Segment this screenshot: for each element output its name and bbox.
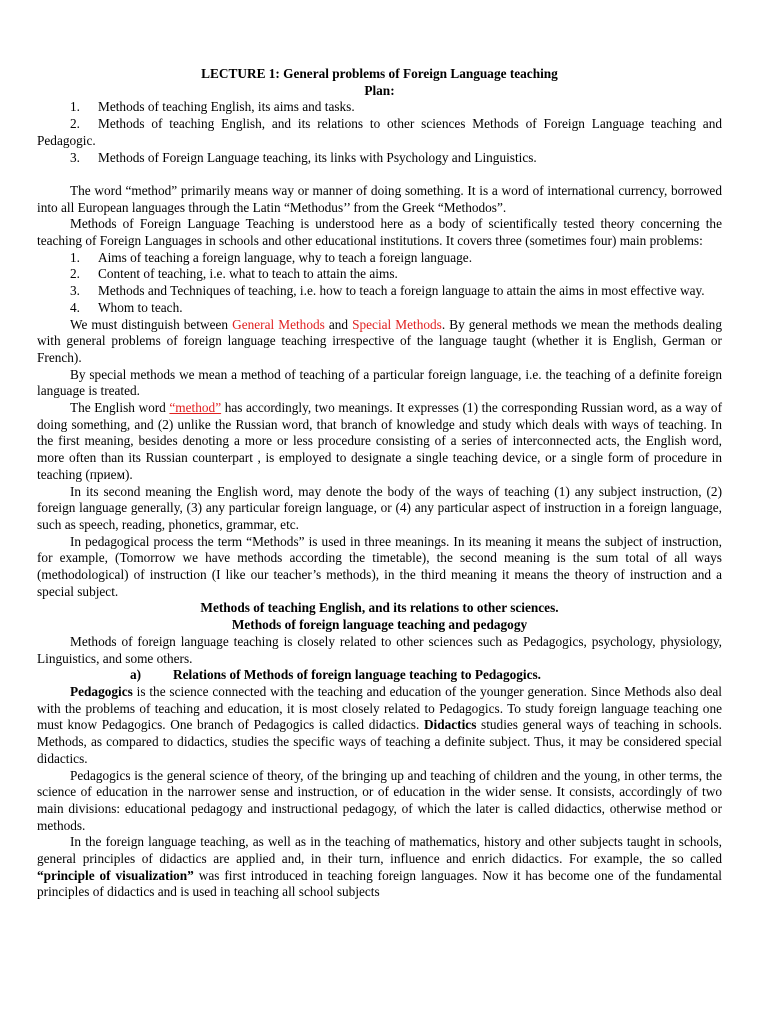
problem-item-3 <box>37 283 722 300</box>
didactics-term: Didactics <box>423 717 477 733</box>
plan-item-text: Methods of Foreign Language teaching, its links with Psychology and Linguistics. <box>98 149 537 165</box>
problem-number: 3. <box>70 283 80 299</box>
spacer <box>37 166 722 183</box>
problem-number: 4. <box>70 299 80 315</box>
paragraph-pedagogical-process: In pedagogical process the term “Methods” is used in three meanings. In its meaning it means the subject of instruction, for example, (Tomorrow we have methods according the timetable), the second meaning is the sum total of all ways (methodological) of instruction (I like our teacher’s methods), in the third meaning it means the theory of instruction and a special subject. <box>37 533 722 599</box>
problem-number: 1. <box>70 249 80 265</box>
problem-item-2 <box>37 266 722 283</box>
plan-item-2 <box>37 116 722 149</box>
plan-item-number: 2. <box>70 116 80 132</box>
lecture-title: LECTURE 1: General problems of Foreign Language teaching <box>201 66 558 81</box>
problem-item-4 <box>37 300 722 317</box>
plan-item-1 <box>37 99 722 116</box>
problem-text: Methods and Techniques of teaching, i.e. how to teach a foreign language to attain the aims in most effective way. <box>98 283 705 299</box>
subheading-letter: a) <box>130 667 142 683</box>
paragraph-related-sciences: Methods of foreign language teaching is closely related to other sciences such as Pedagogics, psychology, physiology, Linguistics, and some others. <box>37 633 722 666</box>
paragraph-second-meaning: In its second meaning the English word, may denote the body of the ways of teaching (1) any subject instruction, (2) foreign language generally, (3) any particular foreign language, or (4) any particular aspect of instruction in a foreign language, such as speech, reading, phonetics, grammar, etc. <box>37 483 722 532</box>
section-heading-relations: Methods of teaching English, and its relations to other sciences. <box>200 600 559 616</box>
subheading-text: Relations of Methods of foreign language teaching to Pedagogics. <box>173 667 541 683</box>
text-run: studies general ways of teaching in schools. Methods, as compared to didactics, studies the specific ways of teaching a definite subject. Thus, it may be considered special didactics. <box>37 717 722 766</box>
plan-item-number: 3. <box>70 149 80 165</box>
paragraph-pedagogics <box>37 684 722 768</box>
paragraph-special-methods: By special methods we mean a method of teaching of a particular foreign language, i.e. the teaching of a definite foreign language is treated. <box>37 366 722 399</box>
text-run: In the foreign language teaching, as well as in the teaching of mathematics, history and other subjects taught in schools, general principles of didactics are applied and, in their turn, influence and enrich didactics. For example, the so called <box>37 834 722 867</box>
text-run: was first introduced in teaching foreign languages. Now it has become one of the fundamental principles of didactics and is used in teaching all school subjects <box>37 867 722 900</box>
problem-text: Whom to teach. <box>98 299 183 315</box>
text-run: has accordingly, two meanings. It expresses (1) the corresponding Russian word, as a way of doing something, and (2) unlike the Russian word, that branch of knowledge and study which deals with ways of teaching. In the first meaning, besides denoting a more or less procedure consisting of a series of interconnected acts, the English word, more often than its Russian counterpart , is employed to designate a single teaching device, or a single form of procedure in teaching (прием). <box>37 400 722 482</box>
plan-item-3 <box>37 150 722 167</box>
paragraph-distinguish <box>37 317 722 367</box>
paragraph-visualization <box>37 834 722 901</box>
plan-item-number: 1. <box>70 99 80 115</box>
text-run: . By general methods we mean the methods dealing with general problems of foreign language teaching irrespective of the language taught (whether it is English, German or French). <box>37 316 722 365</box>
visualization-term: “principle of visualization” <box>37 867 194 883</box>
document-page <box>37 66 722 901</box>
text-run: We must distinguish between <box>70 316 233 332</box>
text-run: The English word <box>70 400 170 416</box>
paragraph-general-science: Pedagogics is the general science of theory, of the bringing up and teaching of children and the young, in other terms, the science of education in the narrower sense and instruction, or of education in the wider sense. It consists, accordingly of two main divisions: educational pedagogy and instructional pedagogy, of which the later is called didactics, otherwise method or methods. <box>37 767 722 833</box>
text-run: and <box>324 316 353 332</box>
problem-number: 2. <box>70 266 80 282</box>
problem-text: Content of teaching, i.e. what to teach to attain the aims. <box>98 266 398 282</box>
general-methods-term: General Methods <box>232 316 325 332</box>
plan-item-text: Methods of teaching English, and its relations to other sciences Methods of Foreign Language teaching and Pedagogic. <box>37 116 722 148</box>
problem-item-1 <box>37 250 722 267</box>
method-term: “method” <box>169 400 222 416</box>
special-methods-term: Special Methods <box>352 316 442 332</box>
subheading-pedagogics <box>37 667 722 684</box>
pedagogics-term: Pedagogics <box>70 684 133 699</box>
section-heading-pedagogy: Methods of foreign language teaching and pedagogy <box>231 617 528 633</box>
paragraph-method-word: The word “method” primarily means way or manner of doing something. It is a word of international currency, borrowed into all European languages through the Latin “Methodus’’ from the Greek “Methodos”. <box>37 182 722 215</box>
plan-heading: Plan: <box>364 82 395 98</box>
problem-text: Aims of teaching a foreign language, why to teach a foreign language. <box>98 249 473 265</box>
plan-item-text: Methods of teaching English, its aims and tasks. <box>98 99 355 115</box>
paragraph-english-word <box>37 400 722 484</box>
text-run: is the science connected with the teaching and education of the younger generation. Since Methods also deal with the problems of teaching and education, it is most closely related to Pedagogics. To study foreign language teaching one must know Pedagogics. One branch of Pedagogics is called didactics. <box>37 684 722 733</box>
paragraph-mflt-definition: Methods of Foreign Language Teaching is understood here as a body of scientifically tested theory concerning the teaching of Foreign Languages in schools and other educational institutions. It covers three (sometimes four) main problems: <box>37 216 722 249</box>
